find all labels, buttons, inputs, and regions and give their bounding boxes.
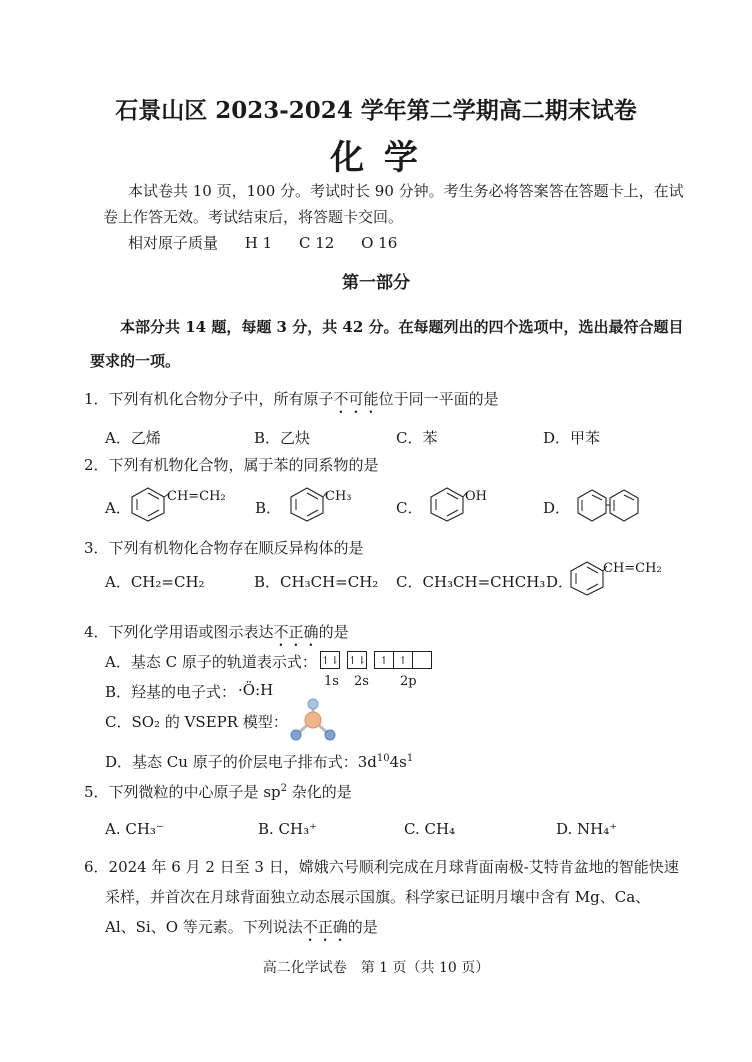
subject-title: 化 学 (330, 138, 422, 178)
mass-o: O 16 (361, 234, 398, 252)
q2-option-c-letter: C． (396, 499, 423, 517)
q5-stem-sup: 2 (280, 783, 287, 794)
orbital-2s: ↿⇂ (347, 651, 367, 669)
orbital-2p-1: ↿ (374, 651, 394, 669)
toluene-ring-icon (287, 486, 327, 522)
orbital-label-2p: 2p (400, 674, 417, 689)
q4-option-a: A．基态 C 原子的轨道表示式： (105, 653, 317, 671)
q6-line-2: 采样，并首次在月球背面独立动态展示国旗。科学家已证明月壤中含有 Mg、Ca、 (105, 888, 651, 906)
atomic-masses (128, 232, 397, 253)
q3-stem: 3．下列有机物化合物存在顺反异构体的是 (84, 539, 364, 557)
orbital-2p-2: ↿ (393, 651, 413, 669)
q2-b-substituent: CH₃ (325, 489, 352, 504)
orbital-2p-3 (412, 651, 432, 669)
q4-option-c: C．SO₂ 的 VSEPR 模型： (105, 713, 288, 731)
q6-line-3-post: 的是 (347, 918, 378, 936)
orbital-1s: ↿⇂ (320, 651, 340, 669)
hydroxyl-electron-formula: ·Ö:H (238, 681, 274, 699)
q4-option-b: B．羟基的电子式： (105, 683, 237, 701)
q3-option-a: A．CH₂=CH₂ (105, 573, 205, 591)
q2-option-d-letter: D． (543, 499, 571, 517)
part-heading: 第一部分 (342, 273, 410, 293)
q1-stem-post: 位于同一平面的是 (378, 390, 499, 408)
q5-option-c: C. CH₄ (404, 820, 456, 838)
q2-option-b-letter: B． (255, 499, 282, 517)
q4-stem-post: 的是 (318, 623, 349, 641)
q5-option-a: A. CH₃⁻ (105, 820, 164, 838)
q4-d-4s: 4s (389, 753, 407, 771)
q6-line-1: 6．2024 年 6 月 2 日至 3 日，嫦娥六号顺利完成在月球背面南极-艾特肯盆地的智能快速 (84, 858, 679, 876)
q6-line-3-pre: Al、Si、O 等元素。下列说法 (105, 918, 303, 936)
q5-stem (84, 781, 352, 802)
q4-stem (84, 621, 349, 650)
q2-stem: 2．下列有机物化合物，属于苯的同系物的是 (84, 456, 379, 474)
q3-option-c: C．CH₃CH=CHCH₃ (396, 573, 546, 591)
orbital-diagram (320, 651, 431, 669)
orbital-label-1s: 1s (324, 674, 339, 689)
q4-d-text: D．基态 Cu 原子的价层电子排布式：3d (105, 753, 377, 771)
intro-line-1: 本试卷共 10 页，100 分。考试时长 90 分钟。考生务必将答案答在答题卡上，在试 (128, 182, 684, 200)
q1-stem-emphasis: 不可能 (333, 390, 379, 408)
mass-c: C 12 (298, 234, 335, 252)
q1-option-a: A．乙烯 (105, 429, 161, 447)
masses-label: 相对原子质量 (128, 234, 219, 252)
q3-option-d: D． (546, 573, 574, 591)
page-footer: 高二化学试卷 第 1 页（共 10 页） (262, 960, 490, 976)
q4-option-d (105, 751, 413, 772)
q1-option-d: D．甲苯 (543, 429, 601, 447)
q1-stem-pre: 1．下列有机化合物分子中，所有原子 (84, 390, 334, 408)
q1-option-b: B．乙炔 (254, 429, 311, 447)
q5-stem-post: 杂化的是 (287, 783, 352, 801)
exam-title: 石景山区 2023-2024 学年第二学期高二期末试卷 (115, 97, 637, 124)
q4-d-sup-3d: 10 (376, 753, 390, 764)
q5-stem-pre: 5．下列微粒的中心原子是 sp (84, 783, 281, 801)
q4-stem-emphasis: 不正确 (273, 623, 319, 641)
q5-option-b: B. CH₃⁺ (258, 820, 318, 838)
q3-option-b: B．CH₃CH=CH₂ (254, 573, 379, 591)
part-instructions-1: 本部分共 14 题，每题 3 分，共 42 分。在每题列出的四个选项中，选出最符合题目 (120, 318, 684, 336)
q2-a-substituent: CH=CH₂ (167, 489, 226, 504)
q2-option-a-letter: A． (105, 499, 131, 517)
so2-vsepr-model-icon (285, 696, 345, 744)
part-instructions-2: 要求的一项。 (90, 352, 181, 370)
phenol-ring-icon (427, 486, 467, 522)
q2-c-substituent: OH (465, 489, 487, 504)
q3-d-substituent: CH=CH₂ (603, 561, 662, 576)
q5-option-d: D. NH₄⁺ (556, 820, 618, 838)
q6-emphasis: 不正确 (302, 918, 348, 936)
q4-stem-pre: 4．下列化学用语或图示表达 (84, 623, 274, 641)
orbital-label-2s: 2s (354, 674, 369, 689)
q1-stem (84, 388, 499, 417)
biphenyl-icon (576, 488, 642, 522)
q4-d-sup-4s: 1 (406, 753, 414, 764)
mass-h: H 1 (244, 234, 273, 252)
q6-line-3 (105, 916, 378, 945)
benzene-ring-icon (128, 486, 168, 522)
styrene-ring-icon (567, 560, 607, 596)
intro-line-2: 卷上作答无效。考试结束后，将答题卡交回。 (103, 208, 404, 226)
q1-option-c: C．苯 (396, 429, 438, 447)
